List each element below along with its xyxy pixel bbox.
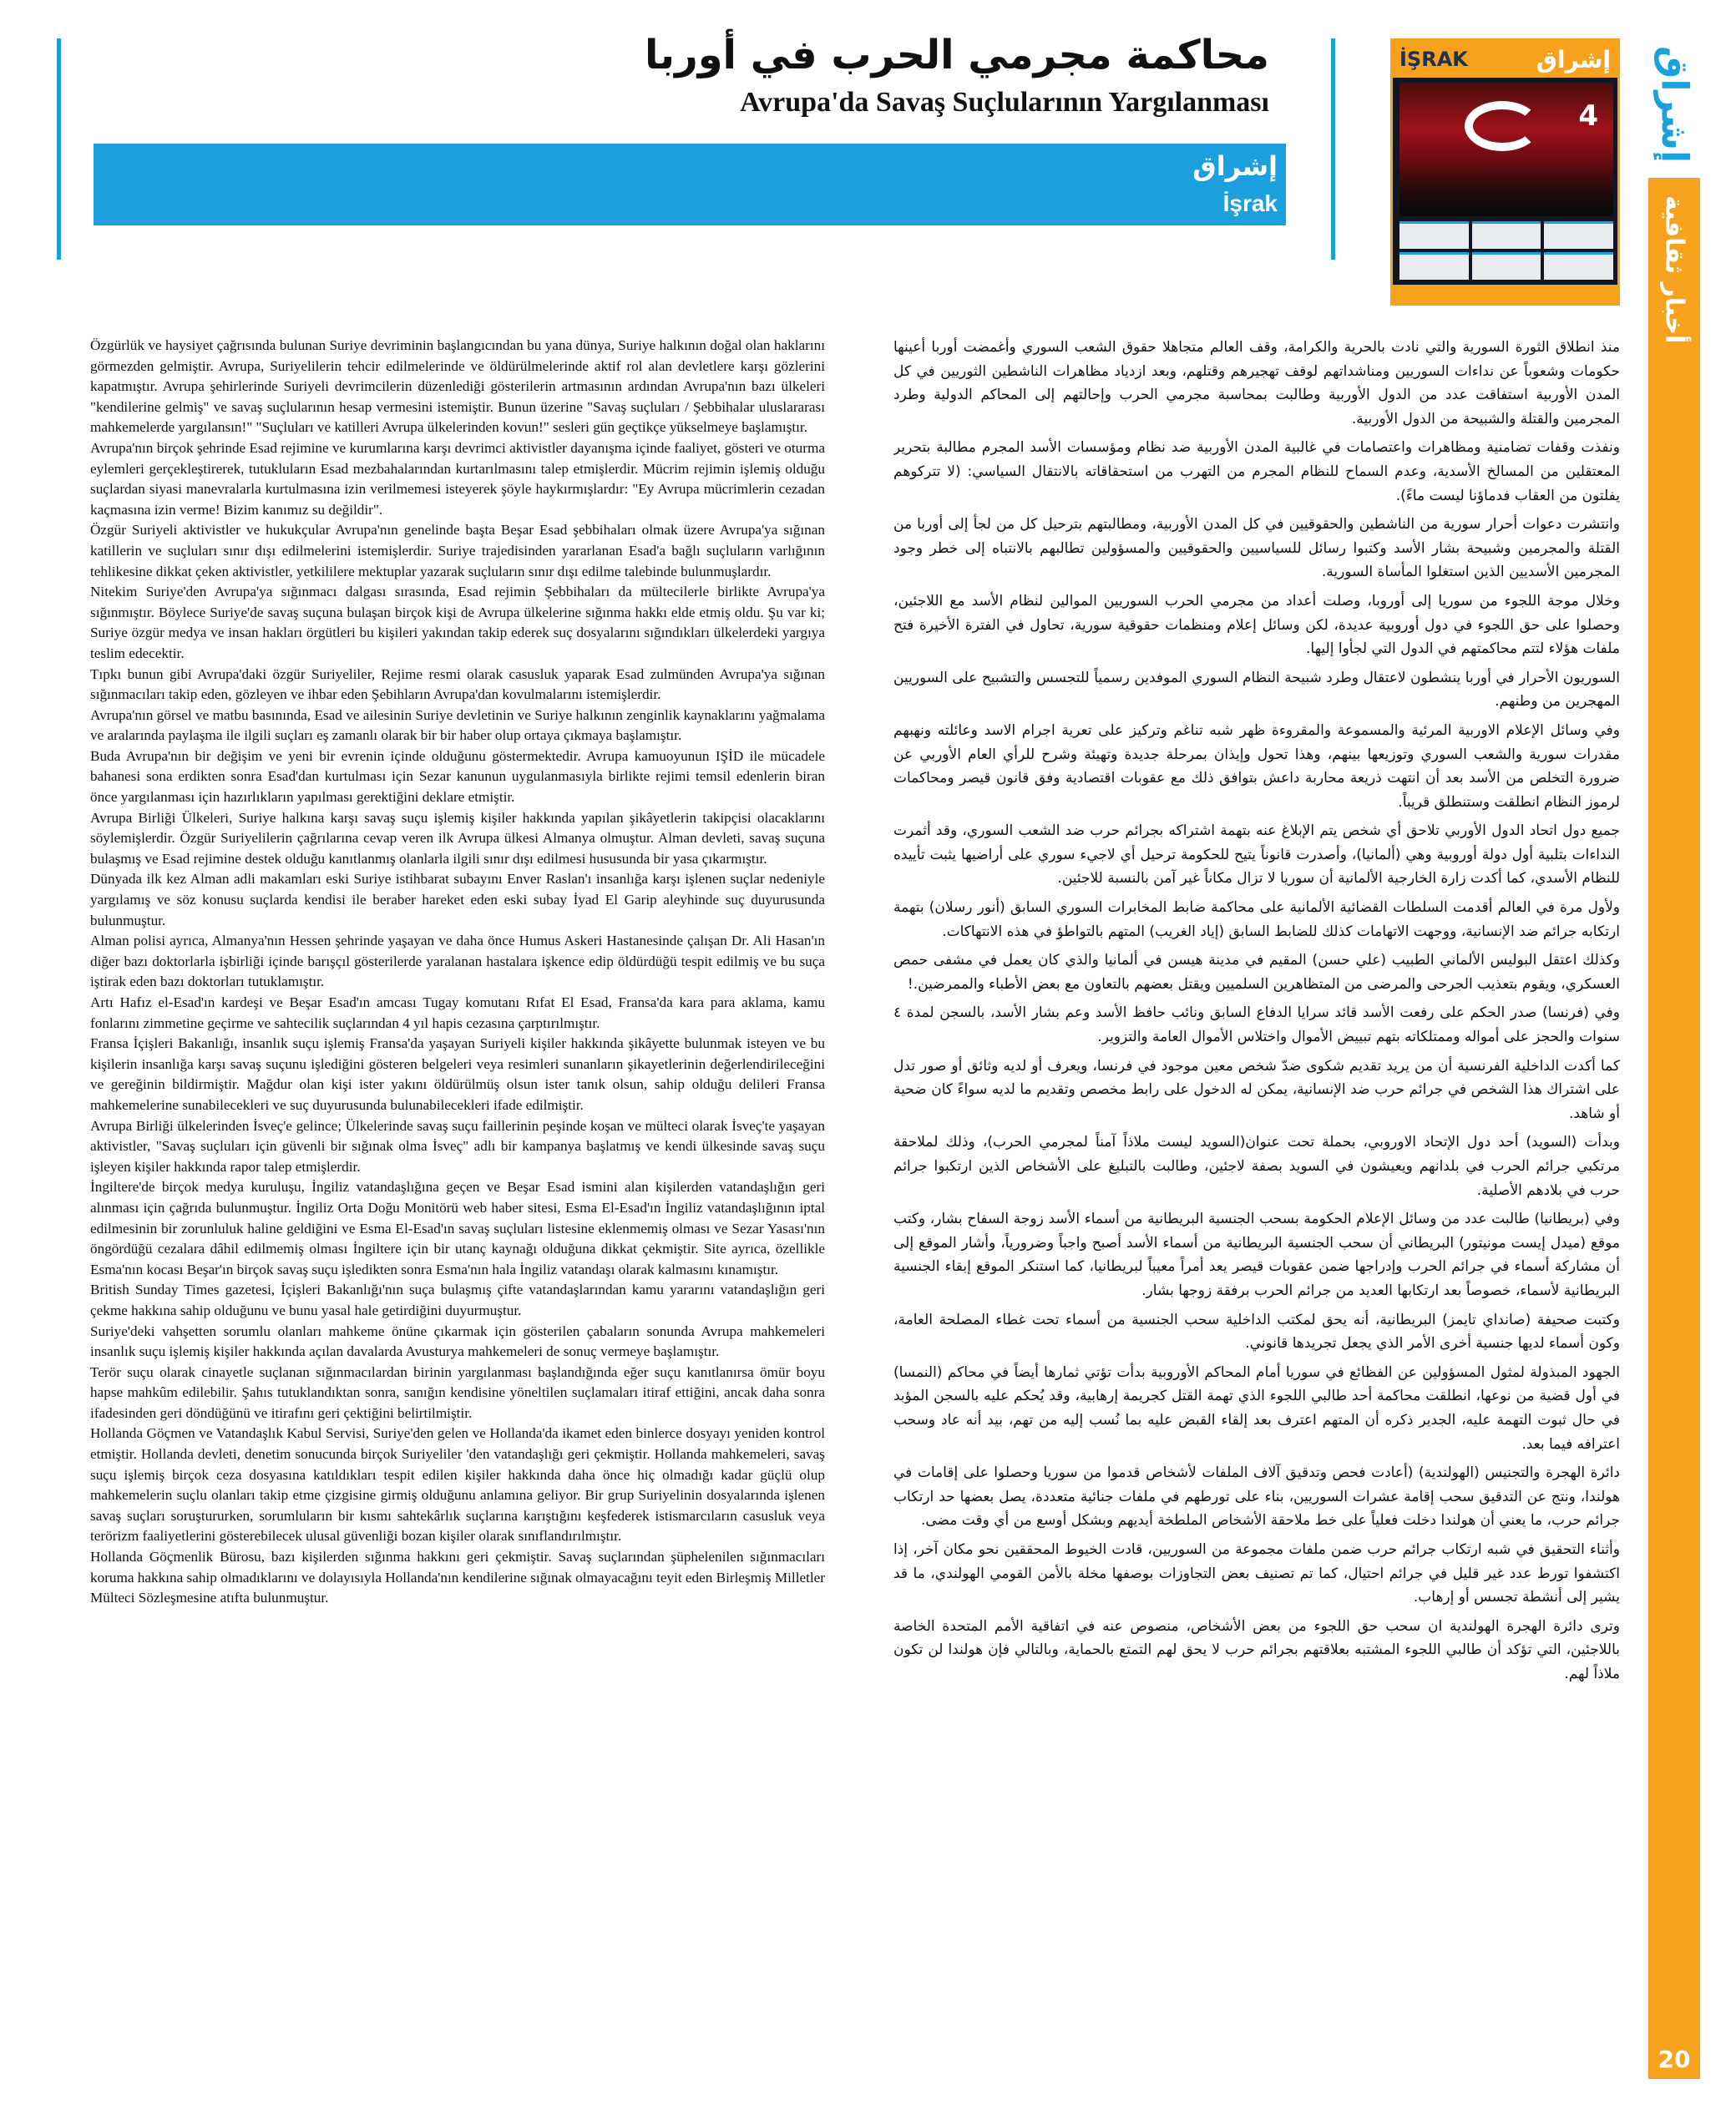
cover-crowd [1399, 166, 1613, 216]
cover-masthead-arabic: إشراق [1536, 45, 1611, 73]
cover-teaser [1544, 252, 1613, 280]
source-arabic: إشراق [1192, 150, 1278, 182]
paragraph: Suriye'deki vahşetten sorumlu olanları mahkeme önüne çıkarmak için gösterilen çabaların sonunda Avrupa mahkemeleri insanlık suçu işlemiş kişiler hakkında açılan davalarda Avusturya mahkemeleri de sonuç vermeye başlamıştır. [90, 1323, 825, 1360]
paragraph: الجهود المبذولة لمثول المسؤولين عن الفظائع في سوريا أمام المحاكم الأوروبية بدأت تؤتي ثمارها أيضاً في محاكم (النمسا) في أول قضية من نوعها، انطلقت محاكمة أحد طالبي اللجوء الذي تهمة القتل كجريمة إرهابية، وقد يُحكم عليه بالسجن المؤبد في حال ثبوت التهمة عليه، الجدير ذكره أن المتهم اعترف بعد إلقاء القبض عليه بما نُسب إليه من تهم، بيد أنه عاد وسحب اعترافه فيما بعد. [893, 1363, 1620, 1453]
paragraph: Dünyada ilk kez Alman adli makamları eski Suriye istihbarat subayını Enver Raslan'ı insanlığa karşı işlenen suçlar nedeniyle yargılamış ve söz konusu suçlarda kendisi ile beraber hareket eden eski subay İyad El Garip aleyhinde suç duyurusunda bulunmuştur. [90, 871, 825, 928]
cover-teaser [1544, 221, 1613, 249]
cover-teaser [1472, 221, 1541, 249]
paragraph: Hollanda Göçmenlik Bürosu, bazı kişilerden sığınma hakkını geri çekmiştir. Savaş suçlarından şüphelenilen sığınmacıları koruma hakkına sahip olmadıklarını ve dolayısıyla Hollanda'nın kendilerine sığınak olmayacağını teyit eden Birleşmiş Milletler Mülteci Sözleşmesine atıfta bulunmuştur. [90, 1549, 825, 1606]
paragraph: جميع دول اتحاد الدول الأوربي تلاحق أي شخص يتم الإبلاغ عنه بتهمة اشتراكه بجرائم حرب ضد الشعب السوري، وقد أثمرت النداءات بتلبية أول دولة أوروبية وهي (ألمانيا)، وأصدرت قانوناً يتيح للحكومة ترحيل أي لاجيء سوري على أراضيها يثبت تأييده للنظام الأسدي، كما أكدت زارة الخارجية الألمانية أن سوريا لا تزال مكاناً غير آمن بالنسبة للاجئين. [893, 822, 1620, 888]
cover-teasers [1399, 221, 1613, 280]
article-title-arabic: محاكمة مجرمي الحرب في أوربا [645, 32, 1269, 78]
article-title-turkish: Avrupa'da Savaş Suçlularının Yargılanması [740, 87, 1269, 118]
section-tag-label: أخبار ثقافية [1659, 195, 1689, 344]
paragraph: Terör suçu olarak cinayetle suçlanan sığınmacılardan birinin yargılanması başlandığında eğer suçu kanıtlanırsa ömür boyu hapse mahkûm edilebilir. Şahıs tutuklandıktan sonra, sanığın kendisine yöneltilen suçlamaları itiraf ettiğini, ancak daha sonra ifadesinden geri döndüğünü ve itirafını geri çektiğini belirtilmiştir. [90, 1363, 825, 1421]
left-accent-line [57, 38, 61, 260]
paragraph: Avrupa Birliği Ülkeleri, Suriye halkına karşı savaş suçu işlemiş kişiler hakkında yapılan şikâyetlerin takipçisi olacaklarını söylemişlerdir. Özgür Suriyelilerin çağrılarına cevap veren ilk Avrupa ülkesi Almanya olmuştur. Alman devleti, savaş suçuna bulaşmış ve Esad rejimine destek olduğu kanıtlanmış olanlarla ilgili sınır dışı edilmesi hususunda bir yasa çıkarmıştır. [90, 809, 825, 867]
arabic-column [893, 336, 1620, 2077]
paragraph: Avrupa'nın görsel ve matbu basınında, Esad ve ailesinin Suriye devletinin ve Suriye halkının zenginlik kaynaklarını yağmalama ve aralarında paylaşma ile ilgili suçları eş zamanlı olarak bir bir haber olup ortaya çıkmaya başlamıştır. [90, 706, 825, 744]
cover-photo [1399, 83, 1613, 216]
right-accent-line [1331, 38, 1335, 260]
paragraph: Özgür Suriyeli aktivistler ve hukukçular Avrupa'nın genelinde başta Beşar Esad şebbihaları olmak üzere Avrupa'ya sığınan katillerin ve suçluları sınır dışı edilmelerini istemişlerdir. Suriye trajedisinden yararlanan Esad'a bağlı suçluların varlığının tehlikesine dikkat çeken aktivistler, yetkililere mektuplar yazarak suçluların sınır dışı edilme talebinde bulunmuşlardır. [90, 522, 825, 579]
paragraph: منذ انطلاق الثورة السورية والتي نادت بالحرية والكرامة، وقف العالم متجاهلا حقوق الشعب السوري وأغمضت أوربا أعينها حكومات وشعوباً عن نداءات السوريين ومناشداتهم لوقف تهجيرهم وقتلهم، وبعد ازدياد مظاهرات الناشطين الثوريين في كل المدن الأوربية استفاقت عدد من الدول الأوربية وطالبت بمحاسبة مجرمي الحرب وإحالتهم إلى المحاكم الدولية وطرد المجرمين والقتلة والشبيحة من الدول الأوربية. [893, 339, 1620, 427]
turkish-column [90, 336, 825, 2077]
source-turkish: İşrak [1222, 190, 1278, 216]
paragraph: السوريون الأحرار في أوربا ينشطون لاعتقال وطرد شبيحة النظام السوري الموفدين رسمياً للتجسس والتشبيح على السوريين المهجرين من وطنهم. [893, 669, 1620, 711]
section-tag [1652, 190, 1697, 349]
paragraph: وفي (بريطانيا) طالبت عدد من وسائل الإعلام الحكومة بسحب الجنسية البريطانية من أسماء الأسد زوجة السفاح بشار، وكتب موقع (ميدل إيست مونيتور) البريطاني أن سحب الجنسية البريطانية من أسماء الأسد أصبح واجباً وضرورياً، وأشار الموقع إلى أن مشاركة أسماء في جرائم الحرب وإدراجها ضمن عقوبات قيصر يعد أمراً معيباً لبريطانيا، كما استنكر الموقع إبقاء الجنسية البريطانية لأسماء، خصوصاً بعد ارتكابها العديد من جرائم الحرب برفقة زوجها بشار. [893, 1211, 1620, 1299]
paragraph: Özgürlük ve haysiyet çağrısında bulunan Suriye devriminin başlangıcından bu yana dünya, Suriye halkının doğal olan haklarını görmezden gelmiştir. Avrupa, Suriyelilerin tehcir edilmelerinde ve öldürülmelerinde aktif rol alan devletlere karşı gözlerini kapatmıştır. Avrupa şehirlerinde Suriyeli devrimcilerin düzenlediği gösterilerin artmasının ardından Avrupa'nın bazı ülkeleri "kendilerine gelmiş" ve savaş suçlularının hesap vermesini istemiştir. Bunun üzerine "Savaş suçluları / Şebbihalar uluslararası mahkemelerde yargılansın!" "Suçluları ve katilleri Avrupa ülkelerinden kovun!" sesleri gün geçtikçe yükselmeye başlamıştır. [90, 337, 825, 436]
cover-teaser [1472, 252, 1541, 280]
paragraph: Avrupa'nın birçok şehrinde Esad rejimine ve kurumlarına karşı devrimci aktivistler dayanışma içinde faaliyet, gösteri ve oturma eylemleri gerçekleştirerek, tutukluların Esad mezbahalarından kurtarılmasını talep etmişlerdir. Mücrim rejimin işlemiş olduğu suçlardan siyasi manevralarla kurtulmasına izin verilmemesi isteyerek şöyle haykırmışlardır: "Ey Avrupa mücrimlerin cezadan kaçmasına izin verme! Bizim kanımız su değildir". [90, 439, 825, 518]
magazine-cover [1390, 38, 1620, 306]
crescent-flag-icon [1465, 101, 1540, 151]
paragraph: ولأول مرة في العالم أقدمت السلطات القضائية الألمانية على محاكمة ضابط المخابرات السوري السابق (أنور رسلان) بتهمة ارتكابه جرائم ضد الإنسانية، ووجهت الاتهامات كذلك للضابط السابق (إياد الغريب) المتهم بالتواطؤ في هذه الانتهاكات. [893, 899, 1620, 940]
paragraph: Artı Hafız el-Esad'ın kardeşi ve Beşar Esad'ın amcası Tugay komutanı Rıfat El Esad, Fransa'da kara para aklama, kamu fonlarını zimmetine geçirme ve sahtecilik suçlarından 4 yıl hapis cezasına çarptırılmıştır. [90, 994, 825, 1031]
paragraph: Avrupa Birliği ülkelerinden İsveç'e gelince; Ülkelerinde savaş suçu faillerinin peşinde koşan ve mülteci olarak İsveç'te yaşayan aktivistler, "Savaş suçluları için güvenli bir sığınak olma İsveç" adlı bir kampanya başlatmış ve kendi ülkesinde savaş suçu işleyen kişiler hakkında rapor talep etmişlerdir. [90, 1117, 825, 1175]
paragraph: وترى دائرة الهجرة الهولندية ان سحب حق اللجوء من بعض الأشخاص، منصوص عنه في اتفاقية الأمم المتحدة الخاصة باللاجئين، التي تؤكد أن طالبي اللجوء المشتبه بعلاقتهم بجرائم حرب لا يحق لهم التمتع بالحماية، وبالتالي فإن هولندا لن تكون ملاذاً لهم. [893, 1617, 1620, 1682]
paragraph: British Sunday Times gazetesi, İçişleri Bakanlığı'nın suça bulaşmış çifte vatandaşlarından kamu yararını vatandaşlığın geri çekme hakkına sahip olduğunu ve bunu yasal hale getirdiğini duyurmuştur. [90, 1282, 825, 1318]
paragraph: İngiltere'de birçok medya kuruluşu, İngiliz vatandaşlığına geçen ve Beşar Esad ismini alan kişilerden vatandaşlığın geri alınması için çağrıda bulunmuştur. İngiliz Orta Doğu Monitörü web haber sitesi, Esma El-Esad'ın İngiliz vatandaşlığının iptal edilmesinin bir zorunluluk haline geldiğini ve Esma El-Esad'ın savaş suçluları listesine eklenmemiş olması ve Sezar Yasası'nın öngördüğü cezalara dâhil edilmemiş olması İngiltere için bir utanç kaynağı olduğuna dikkat çekmiştir. Site ayrıca, özellikle Esma'nın kocası Beşar'ın birçok savaş suçu işledikten sonra Esma'nın hala İngiliz vatandaşı olarak kalmasını kınamıştır. [90, 1179, 825, 1277]
paragraph: ونفذت وقفات تضامنية ومظاهرات واعتصامات في غالبية المدن الأوربية ضد نظام ومؤسسات الأسد المجرم مطالبة بتحرير المعتقلين من المسالخ الأسدية، وعدم السماح للنظام المجرم من التهرب من استحقاقاته بالانتقال السياسي: (لا تتركوهم يفلتون من العقاب فدماؤنا ليست ماءً). [893, 439, 1620, 504]
paragraph: وكذلك اعتقل البوليس الألماني الطبيب (علي حسن) المقيم في مدينة هيسن في ألمانيا والذي كان يعمل في مشفى حمص العسكري، ويقوم بتعذيب الجرحى والمرضى من المتظاهرين السلميين ويقتل بعضهم بالتعاون مع بعض الأطباء والممرضين.! [893, 952, 1620, 993]
paragraph: وبدأت (السويد) أحد دول الإتحاد الاوروبي، بحملة تحت عنوان(السويد ليست ملاذاً آمناً لمجرمي الحرب)، وذلك لملاحقة مرتكبي جرائم الحرب في بلدانهم ويعيشون في السويد بصفة لاجئين، وطالبت بالتبليغ على الأشخاص الذين ارتكبوا جرائم حرب في بلادهم الأصلية. [893, 1134, 1620, 1199]
paragraph: Nitekim Suriye'den Avrupa'ya sığınmacı dalgası sırasında, Esad rejimin Şebbihaları da mültecilerle birlikte Avrupa'ya sığınmıştır. Böylece Suriye'de savaş suçuna bulaşan birçok kişi de Avrupa ülkelerine sığınma hakkı elde etmiş oldu. Şu var ki; Suriye özgür medya ve insan hakları örgütleri bu kişileri yakından takip ederek suç dosyalarını sığındıkları ülkelerdeki yargıya teslim edecektir. [90, 584, 825, 661]
paragraph: وأثناء التحقيق في شبه ارتكاب جرائم حرب ضمن ملفات مجموعة من السوريين، قادت الخيوط المحققين نحو مكان آخر، إذا اكتشفوا تورط عدد غير قليل في جرائم احتيال، كما تم تصنيف بعض التجاوزات بوصفها مخلة بالأمن القومي الهولندي، ما قد يشير إلى أنشطة تجسس أو إرهاب. [893, 1540, 1620, 1606]
cover-issue-number: 4 [1578, 99, 1598, 133]
paragraph: Tıpkı bunun gibi Avrupa'daki özgür Suriyeliler, Rejime resmi olarak casusluk yaparak Esad zulmünden Avrupa'ya sığınan sığınmacıları takip eden, gözleyen ve ihbar eden Şebihların Avrupa'dan kovulmalarını istemişlerdir. [90, 665, 825, 703]
paragraph: وفي وسائل الإعلام الاوربية المرئية والمسموعة والمقروءة ظهر شبه تناغم وتركيز على تعرية اجرام الاسد وعائلته ونهبهم مقدرات سورية والشعب السوري وتوزيعها بينهم، وهذا تحول وإيذان بمرحلة جديدة وتهيئة وشرح للرأي العام الأوربي عن ضرورة التخلص من الأسد بعد أن انتهت ذريعة محاربة داعش بتوافق ذلك مع عقوبات اقتصادية وفق قانون قيصر ومحاكمات لرموز النظام انطلقت وستنطلق قريباً. [893, 721, 1620, 811]
magazine-logo-text: إشراق [1652, 46, 1696, 164]
paragraph: وانتشرت دعوات أحرار سورية من الناشطين والحقوقيين في كل المدن الأوربية، ومطالبتهم بترحيل كل من لجأ إلى أوربا من القتلة والمجرمين وشبيحة بشار الأسد وكتبوا رسائل للسياسيين والحقوقيين والمسؤولين تطالبهم بالانتباه إلى خطر وجود المجرمين الأسديين الذين استغلوا المأساة السورية. [893, 516, 1620, 581]
paragraph: Fransa İçişleri Bakanlığı, insanlık suçu işlemiş Fransa'da yaşayan Suriyeli kişiler hakkında şikâyette bulunmak isteyen ve bu kişilerin insanlığa karşı savaş suçunu işlediğini gösteren belgeleri veya resimleri sunanların şikayetlerinin değerlendirileceğini ve gereğinin bildirmiştir. Mağdur olan kişi ister yakını öldürülmüş olsun ister tanık olsun, sahip olduğu delileri Fransa mahkemelerine sunabilecekleri ve suç duyurusunda bulunabilecekleri ifade edilmiştir. [90, 1035, 825, 1113]
magazine-logo [1648, 32, 1700, 178]
paragraph: Hollanda Göçmen ve Vatandaşlık Kabul Servisi, Suriye'den gelen ve Hollanda'da ikamet eden binlerce dosyayı yeniden kontrol etmiştir. Hollanda devleti, denetim sonucunda birçok Suriyeliler 'den vatandaşlığı geri çekmiştir. Hollanda mahkemeleri, savaş suçu işlemiş birçok ceza dosyasına katıldıkları tespit edilen kişiler hakkında daha önce hiç olmadığı kadar güçlü olup mahkemelerin suçlu olanları takip etme çizgisine girmiş olduğunu anlamına geliyor. Bir grup Suriyelinin dosyalarında işlenen savaş suçları soruştururken, sorumluların bir kısmı sahtekârlık suçlarına karıştığını keşfederek istismarcıların casusluk veya terörizm faaliyetlerini gösterebilecek ulusal güvenliği bozan kişiler olarak sınıflandırılmıştır. [90, 1425, 825, 1545]
cover-teaser [1399, 221, 1469, 249]
paragraph: وخلال موجة اللجوء من سوريا إلى أوروبا، وصلت أعداد من مجرمي الحرب السوريين الموالين لنظام الأسد مع اللاجئين، وحصلوا على حق اللجوء في دول أوروبية عديدة، لكن وسائل إعلام ومنظمات حقوقية سورية، تحاول في الفترة الأخيرة فتح ملفات هؤلاء لتتم محاكمتهم في الدول التي لجأوا إليها. [893, 592, 1620, 658]
paragraph: Buda Avrupa'nın bir değişim ve yeni bir evrenin içinde olduğunu göstermektedir. Avrupa kamuoyunun IŞİD ile mücadele bahanesi sona erdikten sonra Esad'dan kurtulması için Sezar kanunun uygulanmasıyla birlikte rejimi temsil edenlerin biran önce yargılanması için hazırlıkların yapılması gerektiğini deklare etmiştir. [90, 747, 825, 806]
paragraph: Alman polisi ayrıca, Almanya'nın Hessen şehrinde yaşayan ve daha önce Humus Askeri Hastanesinde çalışan Dr. Ali Hasan'ın diğer bazı doktorlarla işbirliği içinde barışçıl gösterilerde yaralanan hastalara işkence edip öldürdüğü tespit edilmiş ve bu suça iştirak eden bazı doktorları tutuklamıştır. [90, 933, 825, 990]
paragraph: وكتبت صحيفة (صانداي تايمز) البريطانية، أنه يحق لمكتب الداخلية سحب الجنسية من أسماء تحت غطاء المصلحة العامة، وكون أسماء لديها جنسية أخرى الأمر الذي يجعل تجريدها قانوني. [893, 1311, 1620, 1353]
paragraph: كما أكدت الداخلية الفرنسية أن من يريد تقديم شكوى ضدّ شخص معين موجود في فرنسا، ويعرف أو لديه وثائق أو صور تدل على اشتراك هذا الشخص في جرائم حرب ضد الإنسانية، يمكن له الدخول على رابط مخصص وتقديم ما لديه سواءً كان ضحية أو شاهد. [893, 1057, 1620, 1122]
paragraph: وفي (فرنسا) صدر الحكم على رفعت الأسد قائد سرايا الدفاع السابق ونائب حافظ الأسد وعم بشار الأسد، بالسجن لمدة ٤ سنوات والحجز على أمواله وممتلكاته بتهم تبييض الأموال واختلاس الأموال العامة والتزوير. [893, 1004, 1620, 1046]
paragraph: دائرة الهجرة والتجنيس (الهولندية) (أعادت فحص وتدقيق آلاف الملفات لأشخاص قدموا من سوريا وحصلوا على إقامات في هولندا، ونتج عن التدقيق سحب إقامة عشرات السوريين، بناء على تورطهم في ملفات جنائية متعددة، يصل بعضها حد ارتكاب جرائم حرب، ما يعني أن هولندا دخلت فعلياً على خط ملاحقة الأشخاص الملطخة أيديهم وبشكل أوسع من أي وقت مضى. [893, 1464, 1620, 1530]
cover-masthead-latin: İŞRAK [1399, 48, 1468, 71]
page-number: 20 [1658, 2045, 1691, 2073]
cover-footer [1393, 285, 1617, 303]
cover-teaser [1399, 252, 1469, 280]
cover-masthead [1393, 41, 1617, 78]
